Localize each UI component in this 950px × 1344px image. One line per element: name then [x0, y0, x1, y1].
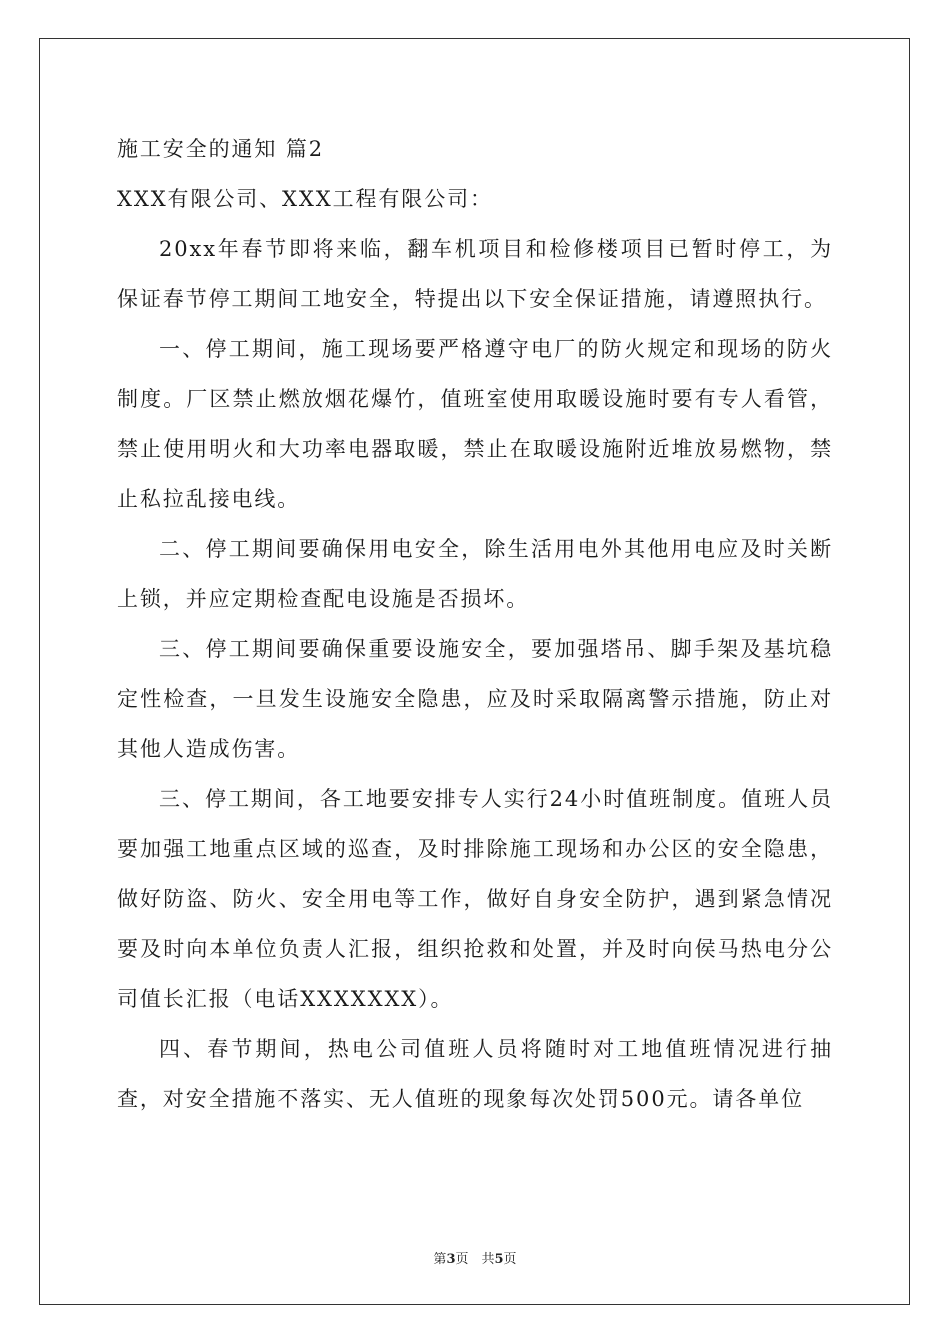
page-total: 5: [494, 1252, 504, 1267]
paragraph-duty-system: 三、停工期间，各工地要安排专人实行24小时值班制度。值班人员要加强工地重点区域的巡查，及时排除施工现场和办公区的安全隐患，做好防盗、防火、安全用电等工作，做好自身安全防护，遇到紧急情况要及时向本单位负责人汇报，组织抢救和处置，并及时向侯马热电分公司值长汇报（电话XXXXXXX）。: [117, 787, 833, 1011]
page-suffix: 页: [503, 1252, 517, 1267]
document-heading: 施工安全的通知 篇2: [117, 137, 325, 161]
document-salutation: XXX有限公司、XXX工程有限公司：: [117, 187, 493, 211]
paragraph-intro: 20xx年春节即将来临，翻车机项目和检修楼项目已暂时停工，为保证春节停工期间工地安全，特提出以下安全保证措施，请遵照执行。: [117, 237, 833, 311]
paragraph-inspection: 四、春节期间，热电公司值班人员将随时对工地值班情况进行抽查，对安全措施不落实、无人值班的现象每次处罚500元。请各单位: [117, 1037, 833, 1111]
document-body: [117, 124, 833, 1124]
paragraph-fire-safety: 一、停工期间，施工现场要严格遵守电厂的防火规定和现场的防火制度。厂区禁止燃放烟花爆竹，值班室使用取暖设施时要有专人看管，禁止使用明火和大功率电器取暖，禁止在取暖设施附近堆放易燃物，禁止私拉乱接电线。: [117, 337, 833, 511]
page-number-footer: [0, 1248, 950, 1267]
paragraph-electric-safety: 二、停工期间要确保用电安全，除生活用电外其他用电应及时关断上锁，并应定期检查配电设施是否损坏。: [117, 537, 833, 611]
page-prefix: 第: [433, 1252, 447, 1267]
page-mid: 页 共: [455, 1252, 495, 1267]
paragraph-facility-safety: 三、停工期间要确保重要设施安全，要加强塔吊、脚手架及基坑稳定性检查，一旦发生设施安全隐患，应及时采取隔离警示措施，防止对其他人造成伤害。: [117, 637, 833, 761]
page-current: 3: [446, 1252, 456, 1267]
